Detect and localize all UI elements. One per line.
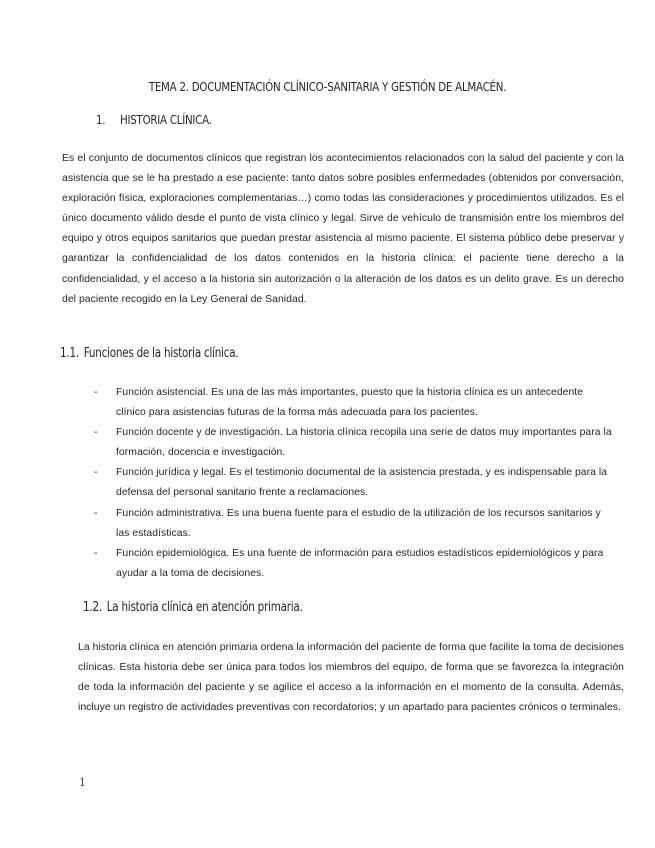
list-item-text: Función asistencial. Es una de las más importantes, puesto que la historia clínica es un antecedente clínico para asistencias futuras de la forma más adecuada para los pacientes. [116, 387, 584, 419]
section-1-1-heading [60, 346, 238, 361]
list-dash: - [94, 547, 98, 559]
section-1-title: HISTORIA CLÍNICA. [120, 112, 212, 127]
list-item-text: Función administrativa. Es una buena fuente para el estudio de la utilización de los recursos sanitarios y las estadísticas. [116, 507, 601, 539]
section-1-paragraph: Es el conjunto de documentos clínicos que registran los acontecimientos relacionados con la salud del paciente y con la asistencia que se le ha prestado a ese paciente: tanto datos sobre posibles enfermedades (obtenidos por conversación, exploración física, exploraciones complementarias…) como todas las consideraciones y procedimientos utilizados. Es el único documento válido desde el punto de vista clínico y legal. Sirve de vehículo de transmisión entre los miembros del equipo y otros equipos sanitarios que puedan prestar asistencia al mismo paciente. El sistema público debe preservar y garantizar la confidencialidad de los datos contenidos en la historia clínica: el paciente tiene derecho a la confidencialidad, y el acceso a la historia sin autorización o la alteración de los datos es un delito grave. Es un derecho del paciente recogido en la Ley General de Sanidad. [62, 153, 624, 305]
list-dash: - [94, 507, 98, 519]
list-dash: - [94, 427, 98, 439]
functions-list [94, 383, 614, 584]
list-item [94, 463, 614, 503]
section-1-2-heading [83, 600, 303, 615]
list-item-text: Función jurídica y legal. Es el testimonio documental de la asistencia prestada, y es indispensable para la defensa del personal sanitario frente a reclamaciones. [116, 467, 608, 499]
list-item-text: Función epidemiológica. Es una fuente de información para estudios estadísticos epidemiológicos y para ayudar a la toma de decisiones. [116, 547, 604, 579]
list-item [94, 423, 614, 463]
section-1-1-title: Funciones de la historia clínica. [83, 346, 239, 361]
section-1-2-paragraph: La historia clínica en atención primaria ordena la información del paciente de forma que facilite la toma de decisiones clínicas. Esta historia debe ser única para todos los miembros del equipo, de forma que se favorezca la integración de toda la información del paciente y se agilice el acceso a la información en el momento de la consulta. Además, incluye un registro de actividades preventivas con recordatorios; y un apartado para pacientes crónicos o terminales. [78, 642, 624, 714]
list-item-text: Función docente y de investigación. La historia clínica recopila una serie de datos muy importantes para la formación, docencia e investigación. [116, 427, 612, 459]
list-dash: - [94, 387, 98, 398]
section-1-2-title: La historia clínica en atención primaria. [106, 600, 303, 615]
list-item [94, 544, 614, 584]
list-item [94, 504, 614, 544]
section-1-1-number: 1.1. [60, 346, 79, 361]
section-1-2-number: 1.2. [83, 600, 102, 615]
list-item [94, 383, 614, 423]
page-number: 1 [79, 776, 86, 789]
page-title: TEMA 2. DOCUMENTACIÓN CLÍNICO-SANITARIA Y GESTIÓN DE ALMACÉN. [148, 79, 507, 94]
list-dash: - [94, 467, 98, 479]
section-1-number: 1. [96, 112, 106, 127]
section-1-heading [96, 112, 212, 127]
